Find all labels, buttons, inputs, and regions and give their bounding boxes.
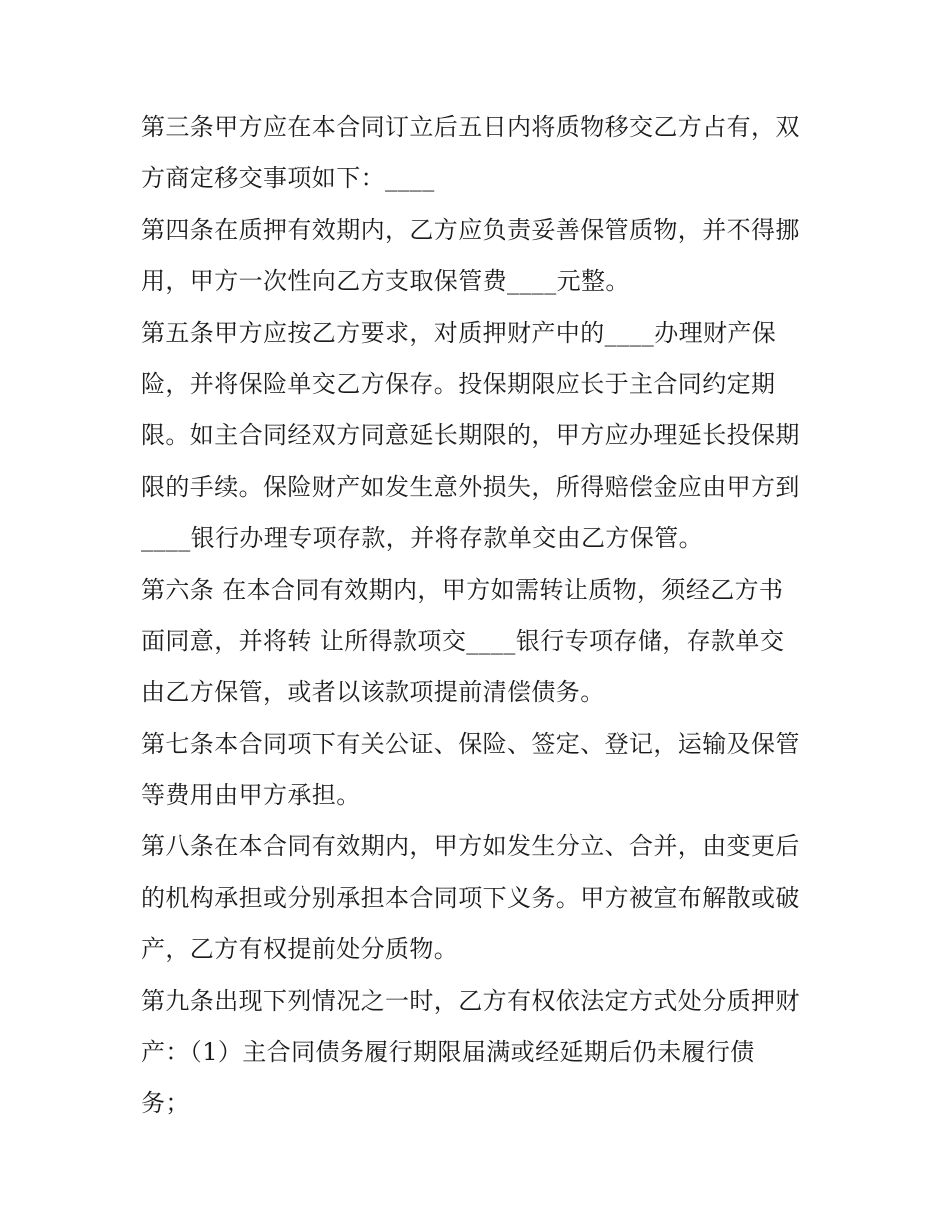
text-line: 第九条出现下列情况之一时，乙方有权依法定方式处分质押财 — [141, 986, 800, 1015]
text-line: 限。如主合同经双方同意延长期限的，甲方应办理延长投保期 — [141, 421, 800, 450]
text-line: 第七条本合同项下有关公证、保险、签定、登记，运输及保管 — [141, 729, 800, 758]
text-line: 第三条甲方应在本合同订立后五日内将质物移交乙方占有，双 — [141, 113, 800, 141]
text-line: 第六条 在本合同有效期内，甲方如需转让质物，须经乙方书 — [141, 575, 784, 604]
text-line: 第五条甲方应按乙方要求，对质押财产中的____办理财产保 — [141, 318, 777, 347]
text-line: 用，甲方一次性向乙方支取保管费____元整。 — [141, 267, 630, 296]
text-line: 务； — [141, 1089, 190, 1118]
text-line: 产，乙方有权提前处分质物。 — [141, 935, 459, 964]
text-line: 第八条在本合同有效期内，甲方如发生分立、合并，由变更后 — [141, 832, 800, 861]
paragraph-article-8 — [141, 821, 813, 975]
paragraph-article-7 — [141, 719, 813, 822]
contract-body — [141, 102, 813, 1130]
paragraph-article-5 — [141, 308, 813, 565]
text-line: 的机构承担或分别承担本合同项下义务。甲方被宣布解散或破 — [141, 883, 800, 912]
paragraph-article-4 — [141, 205, 813, 308]
text-line: 面同意，并将转 让所得款项交____银行专项存储，存款单交 — [141, 626, 785, 655]
text-line: 等费用由甲方承担。 — [141, 781, 361, 810]
text-line: 险，并将保险单交乙方保存。投保期限应长于主合同约定期 — [141, 369, 776, 398]
paragraph-article-3 — [141, 102, 813, 205]
paragraph-article-6 — [141, 565, 813, 719]
text-line: ____银行办理专项存款，并将存款单交由乙方保管。 — [141, 524, 703, 553]
text-line: 产：（1）主合同债务履行期限届满或经延期后仍未履行债 — [141, 1038, 755, 1067]
text-line: 由乙方保管，或者以该款项提前清偿债务。 — [141, 678, 605, 707]
text-line: 限的手续。保险财产如发生意外损失，所得赔偿金应由甲方到 — [141, 472, 800, 501]
paragraph-article-9 — [141, 976, 813, 1130]
text-line: 第四条在质押有效期内，乙方应负责妥善保管质物，并不得挪 — [141, 215, 800, 244]
text-line: 方商定移交事项如下：____ — [141, 164, 435, 193]
